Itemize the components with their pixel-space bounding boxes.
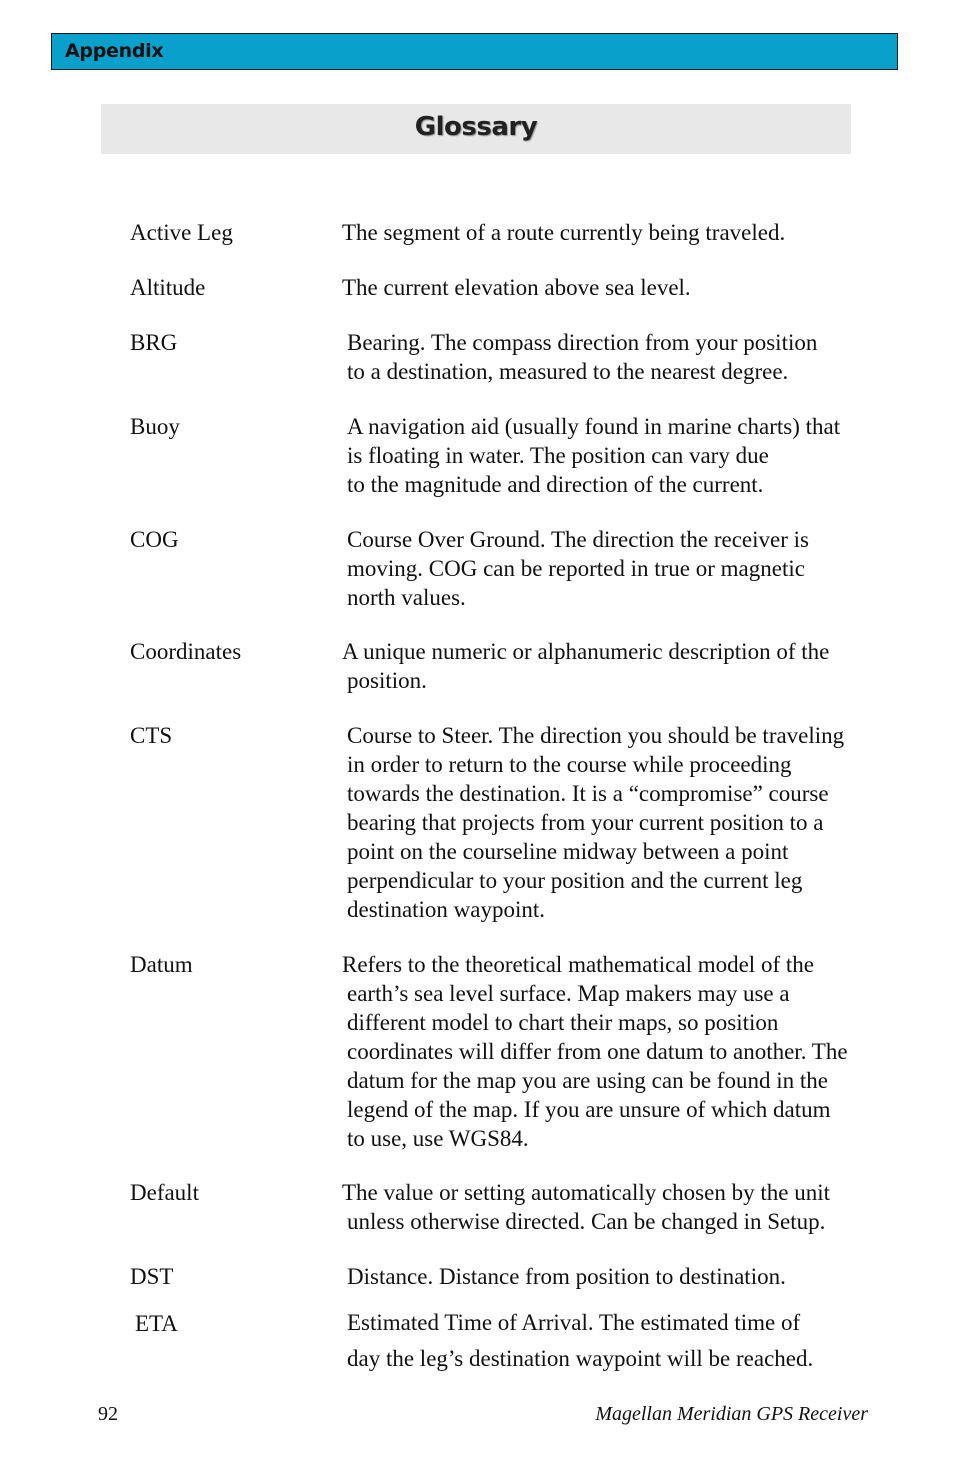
definition-line: A navigation aid (usually found in marine charts) that — [347, 414, 841, 439]
glossary-term: Coordinates — [130, 639, 242, 664]
definition-line: datum for the map you are using can be found in the — [347, 1068, 828, 1093]
definition-line: The segment of a route currently being traveled. — [342, 220, 786, 245]
definition-line: Estimated Time of Arrival. The estimated time of — [347, 1310, 801, 1335]
glossary-definition — [0, 1262, 786, 1291]
glossary-term: Datum — [130, 952, 193, 977]
glossary-definition — [0, 218, 785, 247]
page-number: 92 — [98, 1403, 118, 1425]
definition-line: day the leg’s destination waypoint will be reached. — [347, 1346, 814, 1371]
definition-line: destination waypoint. — [347, 897, 546, 922]
section-header-bar — [51, 33, 898, 70]
glossary-term: DST — [130, 1264, 174, 1289]
definition-line: Bearing. The compass direction from your position — [347, 330, 818, 355]
glossary-term: Buoy — [130, 414, 180, 439]
glossary-definition — [0, 721, 844, 924]
definition-line: position. — [347, 668, 427, 693]
definition-line: point on the courseline midway between a point — [347, 839, 789, 864]
definition-line: A unique numeric or alphanumeric description of the — [342, 639, 830, 664]
glossary-definition — [0, 525, 809, 612]
page-title: Glossary — [414, 112, 538, 142]
glossary-definition — [0, 273, 691, 302]
definition-line: Refers to the theoretical mathematical model of the — [342, 952, 814, 977]
definition-line: moving. COG can be reported in true or magnetic — [347, 556, 805, 581]
book-title: Magellan Meridian GPS Receiver — [595, 1403, 868, 1425]
definition-line: to the magnitude and direction of the current. — [347, 472, 764, 497]
definition-line: Course Over Ground. The direction the receiver is — [347, 527, 809, 552]
definition-line: perpendicular to your position and the current leg — [347, 868, 803, 893]
definition-line: to use, use WGS84. — [347, 1126, 529, 1151]
glossary-term: BRG — [130, 330, 178, 355]
section-label: Appendix — [65, 40, 164, 62]
definition-line: earth’s sea level surface. Map makers may use a — [347, 981, 790, 1006]
glossary-definition — [0, 1178, 830, 1236]
definition-line: Course to Steer. The direction you should be traveling — [347, 723, 845, 748]
definition-line: The value or setting automatically chosen by the unit — [342, 1180, 830, 1205]
definition-line: towards the destination. It is a “compromise” course — [347, 781, 829, 806]
definition-line: to a destination, measured to the nearest degree. — [347, 359, 789, 384]
glossary-definition — [0, 637, 829, 695]
glossary-term: Default — [130, 1180, 199, 1205]
definition-line: in order to return to the course while proceeding — [347, 752, 792, 777]
glossary-term: Active Leg — [130, 220, 233, 245]
glossary-definition — [0, 950, 848, 1153]
glossary-definition — [0, 328, 817, 386]
definition-line: is floating in water. The position can vary due — [347, 443, 769, 468]
definition-line: Distance. Distance from position to destination. — [347, 1264, 786, 1289]
definition-line: bearing that projects from your current position to a — [347, 810, 824, 835]
glossary-term: CTS — [130, 723, 173, 748]
glossary-definition — [0, 1305, 813, 1377]
glossary-term: ETA — [135, 1311, 178, 1336]
definition-line: different model to chart their maps, so position — [347, 1010, 779, 1035]
glossary-term: COG — [130, 527, 179, 552]
glossary-title-box — [101, 104, 851, 154]
glossary-term: Altitude — [130, 275, 206, 300]
definition-line: north values. — [347, 585, 466, 610]
definition-line: The current elevation above sea level. — [342, 275, 691, 300]
definition-line: unless otherwise directed. Can be changed in Setup. — [347, 1209, 826, 1234]
glossary-definition — [0, 412, 840, 499]
definition-line: legend of the map. If you are unsure of which datum — [347, 1097, 831, 1122]
definition-line: coordinates will differ from one datum to another. The — [347, 1039, 848, 1064]
